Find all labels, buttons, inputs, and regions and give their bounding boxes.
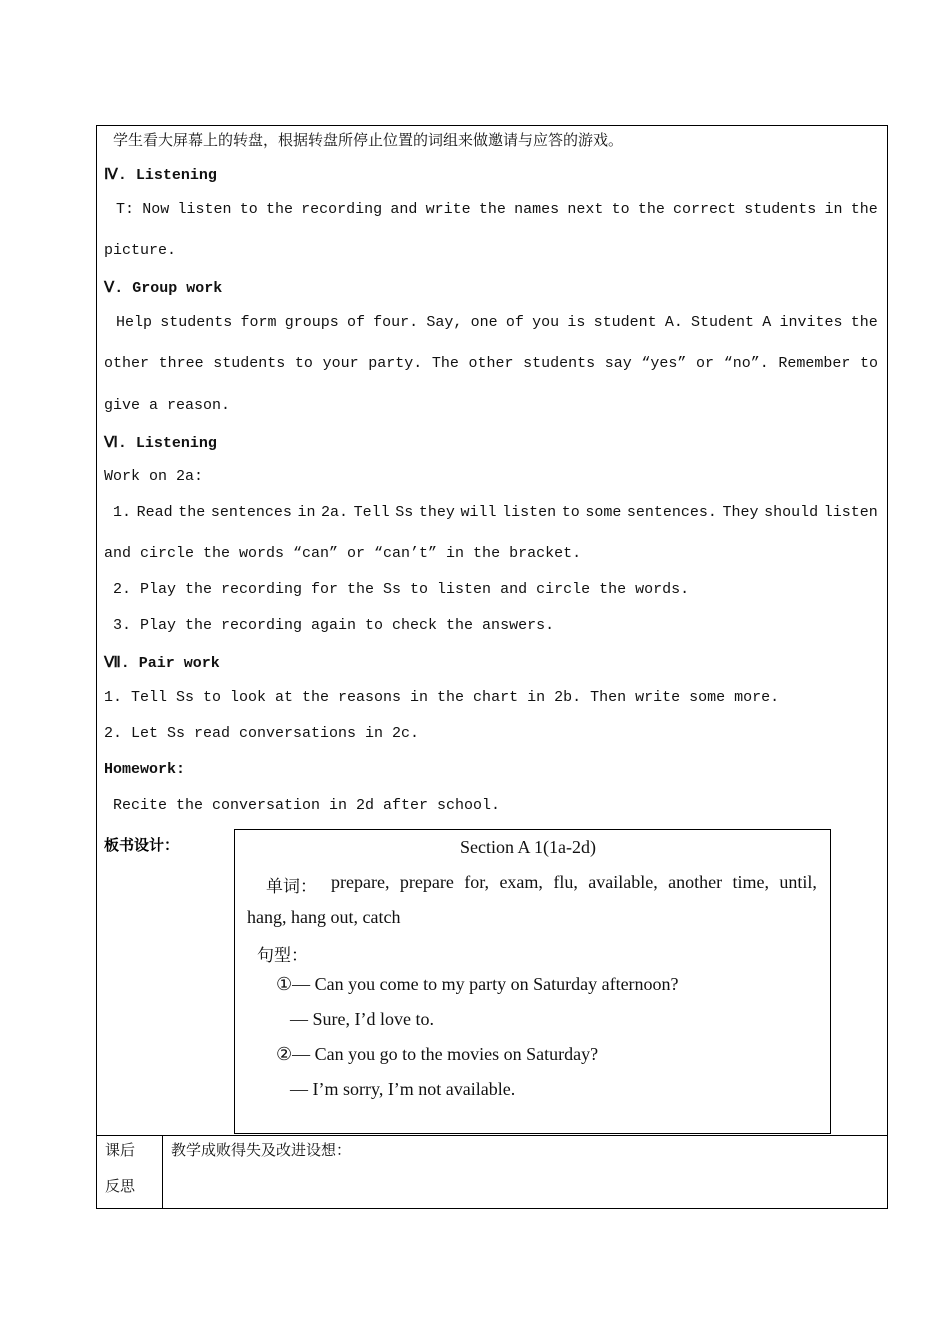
word: will: [460, 504, 497, 521]
word: Say,: [426, 314, 463, 331]
section-6-sub: Work on 2a:: [104, 468, 204, 485]
word: party.: [368, 355, 423, 372]
section-7-heading: Ⅶ. Pair work: [104, 655, 220, 672]
word: other: [468, 355, 514, 372]
reflection-label-line-2: 反思: [105, 1177, 136, 1195]
word: say: [604, 355, 632, 372]
word: to: [561, 504, 580, 521]
section-7-item-2: 2. Let Ss read conversations in 2c.: [104, 725, 420, 742]
word: listen: [823, 504, 878, 521]
word: for,: [464, 872, 490, 892]
word: the: [850, 314, 878, 331]
section-6-item-1-line-1: [113, 504, 878, 521]
board-sentence-2-question: ②— Can you go to the movies on Saturday?: [276, 1044, 599, 1064]
word: one: [470, 314, 498, 331]
board-sentence-2-answer: — I’m sorry, I’m not available.: [290, 1079, 516, 1099]
word: three: [158, 355, 204, 372]
word: other: [104, 355, 150, 372]
section-6-item-1-line-2: and circle the words “can” or “can’t” in the bracket.: [104, 545, 582, 562]
word: Remember: [778, 355, 851, 372]
word: to: [239, 201, 258, 218]
word: sentences: [210, 504, 292, 521]
board-vocab-line-1: [331, 872, 817, 893]
word: your: [322, 355, 359, 372]
reflection-row-divider: [96, 1135, 888, 1136]
reflection-label-line-1: 课后: [105, 1141, 136, 1159]
word: some: [585, 504, 622, 521]
word: you: [532, 314, 560, 331]
word: Tell: [353, 504, 390, 521]
word: listen: [502, 504, 557, 521]
word: time,: [732, 872, 769, 892]
section-4-line-1: [116, 201, 878, 218]
word: to: [611, 201, 630, 218]
section-6-heading: Ⅵ. Listening: [104, 435, 217, 452]
word: student: [593, 314, 657, 331]
word: another: [668, 872, 723, 892]
word: write: [425, 201, 471, 218]
word: correct: [673, 201, 737, 218]
intro-text: 学生看大屏幕上的转盘，根据转盘所停止位置的词组来做邀请与应答的游戏。: [113, 131, 624, 149]
section-4-line-2: picture.: [104, 242, 177, 259]
word: should: [764, 504, 819, 521]
word: recording: [301, 201, 383, 218]
word: sentences.: [626, 504, 717, 521]
word: exam,: [499, 872, 543, 892]
word: four.: [373, 314, 419, 331]
word: they: [418, 504, 455, 521]
board-vocab-line-2: hang, hang out, catch: [247, 907, 401, 927]
section-6-item-2: 2. Play the recording for the Ss to listen and circle the words.: [113, 581, 690, 598]
word: listen: [177, 201, 232, 218]
word: and: [390, 201, 418, 218]
word: is: [567, 314, 586, 331]
word: Read: [136, 504, 173, 521]
reflection-content: 教学成败得失及改进设想：: [171, 1141, 352, 1159]
homework-heading: Homework:: [104, 761, 186, 778]
word: the: [265, 201, 293, 218]
section-5-line-2: [104, 355, 878, 372]
word: prepare: [399, 872, 454, 892]
word: invites: [779, 314, 843, 331]
section-5-line-3: give a reason.: [104, 397, 231, 414]
word: available,: [588, 872, 658, 892]
word: names: [514, 201, 560, 218]
board-pattern-label: 句型：: [257, 946, 308, 966]
word: form: [240, 314, 277, 331]
word: groups: [284, 314, 339, 331]
word: in: [824, 201, 843, 218]
word: Now: [142, 201, 170, 218]
word: students: [213, 355, 286, 372]
section-6-item-3: 3. Play the recording again to check the answers.: [113, 617, 555, 634]
word: Help: [116, 314, 153, 331]
board-title: Section A 1(1a-2d): [460, 837, 596, 857]
word: flu,: [553, 872, 578, 892]
word: prepare,: [331, 872, 390, 892]
word: students: [160, 314, 233, 331]
reflection-column-divider: [162, 1135, 163, 1209]
word: to: [859, 355, 878, 372]
section-4-heading: Ⅳ. Listening: [104, 167, 217, 184]
word: students: [523, 355, 596, 372]
word: A.: [664, 314, 683, 331]
section-7-item-1: 1. Tell Ss to look at the reasons in the chart in 2b. Then write some more.: [104, 689, 780, 706]
word: They: [722, 504, 759, 521]
word: or: [696, 355, 715, 372]
word: 2a.: [321, 504, 349, 521]
word: to: [294, 355, 313, 372]
word: in: [297, 504, 316, 521]
word: of: [505, 314, 524, 331]
word: Ss: [395, 504, 414, 521]
word: “no”.: [723, 355, 769, 372]
word: “yes”: [641, 355, 687, 372]
word: until,: [779, 872, 817, 892]
word: the: [478, 201, 506, 218]
word: the: [178, 504, 206, 521]
word: of: [346, 314, 365, 331]
section-5-heading: Ⅴ. Group work: [104, 280, 223, 297]
word: T:: [116, 201, 135, 218]
board-vocab-label: 单词：: [266, 877, 317, 897]
word: A: [762, 314, 772, 331]
board-sentence-1-answer: — Sure, I’d love to.: [290, 1009, 434, 1029]
word: students: [744, 201, 817, 218]
word: Student: [691, 314, 755, 331]
board-design-label: 板书设计：: [104, 836, 180, 854]
word: the: [637, 201, 665, 218]
word: next: [567, 201, 604, 218]
section-5-line-1: [116, 314, 878, 331]
word: The: [431, 355, 459, 372]
homework-text: Recite the conversation in 2d after school.: [113, 797, 501, 814]
word: the: [850, 201, 878, 218]
word: 1.: [113, 504, 132, 521]
board-sentence-1-question: ①— Can you come to my party on Saturday afternoon?: [276, 974, 679, 994]
